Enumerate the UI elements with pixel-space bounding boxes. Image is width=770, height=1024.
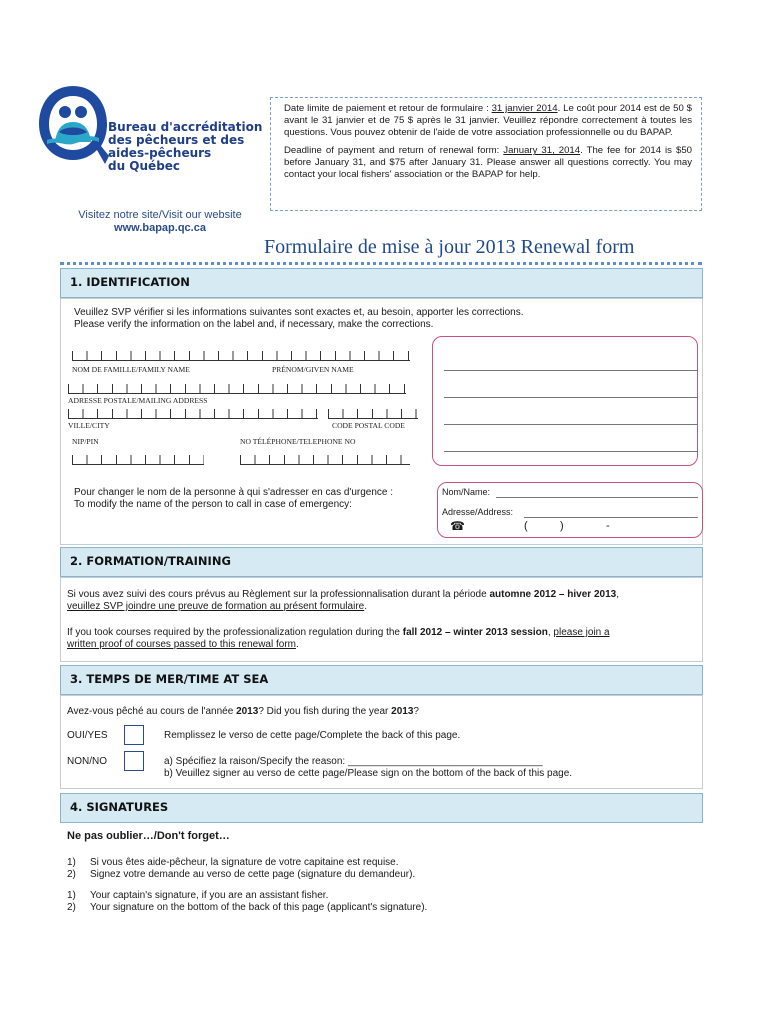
given-name-label: PRÉNOM/GIVEN NAME: [272, 365, 354, 374]
org-name-line: des pêcheurs et des: [108, 133, 245, 147]
list-text: Si vous êtes aide-pêcheur, la signature de votre capitaine est requise.: [90, 857, 399, 868]
bapap-logo: [35, 82, 111, 168]
training-fr-period: automne 2012 – hiver 2013: [489, 589, 617, 600]
correction-line[interactable]: [444, 424, 698, 425]
mailing-address-field[interactable]: [68, 384, 406, 394]
training-fr-request: veuillez SVP joindre une preuve de formation au présent formulaire: [67, 601, 365, 612]
section-training-header: 2. FORMATION/TRAINING: [60, 547, 703, 577]
sea-question-year: 2013: [391, 706, 414, 717]
emergency-en: To modify the name of the person to call in case of emergency:: [74, 499, 352, 510]
no-label: NON/NO: [67, 756, 107, 767]
signatures-fr-list: [67, 857, 415, 881]
list-item: [67, 857, 415, 869]
emergency-address-line[interactable]: [524, 517, 698, 518]
emergency-address-label: Adresse/Address:: [442, 507, 514, 517]
identification-intro-en: Please verify the information on the label and, if necessary, make the corrections.: [74, 319, 434, 330]
phone-field[interactable]: [240, 455, 410, 465]
training-fr-text: .: [364, 601, 367, 612]
form-title: Formulaire de mise à jour 2013 Renewal form: [264, 236, 635, 258]
city-field[interactable]: [68, 409, 318, 419]
no-checkbox[interactable]: [124, 751, 144, 771]
notice-en: [284, 145, 692, 180]
correction-line[interactable]: [444, 397, 698, 398]
notice-en-text: Deadline of payment and return of renewal form:: [284, 145, 504, 157]
emergency-name-label: Nom/Name:: [442, 487, 491, 497]
pin-label: NIP/PIN: [72, 437, 99, 446]
training-en-period: fall 2012 – winter 2013 session: [402, 627, 548, 638]
sea-question-year: 2013: [236, 706, 259, 717]
postal-code-label: CODE POSTAL CODE: [332, 421, 405, 430]
mailing-address-label: ADRESSE POSTALE/MAILING ADDRESS: [68, 396, 208, 405]
phone-dash: -: [606, 520, 610, 532]
notice-fr: [284, 103, 692, 138]
training-en: [67, 627, 699, 651]
no-sign-instruction: b) Veuillez signer au verso de cette page/Please sign on the bottom of the back of this page.: [164, 768, 573, 779]
pin-field[interactable]: [72, 455, 204, 465]
family-name-label: NOM DE FAMILLE/FAMILY NAME: [72, 365, 190, 374]
sea-question: [67, 706, 419, 718]
yes-checkbox[interactable]: [124, 725, 144, 745]
phone-area-close: ): [560, 520, 564, 532]
list-number: 1): [67, 857, 76, 868]
training-fr-text: ,: [616, 589, 619, 600]
phone-label: NO TÉLÉPHONE/TELEPHONE NO: [240, 437, 356, 446]
postal-code-field[interactable]: [328, 409, 418, 419]
training-en-text: ,: [547, 627, 554, 638]
training-fr-text: Si vous avez suivi des cours prévus au Règlement sur la professionnalisation durant la période: [67, 589, 490, 600]
title-divider: [60, 262, 702, 265]
website-block: [55, 209, 265, 235]
correction-line[interactable]: [444, 451, 698, 452]
org-name-line: du Québec: [108, 159, 181, 173]
org-name: [108, 121, 262, 173]
notice-en-text: . The fee for 2014 is $50 before January 31, and $75 after January 31. Please answer all questions correctly. You may contact your local fishers' association or the BAPAP for help.: [284, 145, 692, 180]
telephone-icon: ☎: [450, 519, 465, 533]
section-sea-header: 3. TEMPS DE MER/TIME AT SEA: [60, 665, 703, 695]
list-number: 1): [67, 890, 76, 901]
list-text: Your captain's signature, if you are an assistant fisher.: [90, 890, 329, 901]
list-item: [67, 902, 427, 914]
yes-label: OUI/YES: [67, 730, 108, 741]
visit-label: Visitez notre site/Visit our website: [78, 209, 242, 221]
phone-area-open: (: [524, 520, 528, 532]
list-number: 2): [67, 869, 76, 880]
list-text: Your signature on the bottom of the back of this page (applicant's signature).: [90, 902, 428, 913]
notice-fr-text: . Le coût pour 2014 est de 50 $ avant le 31 janvier et de 75 $ après le 31 janvier. Veuillez répondre correctement à toutes les questions. Vous pouvez obtenir de l'aide de votre association professionnelle ou du BAPAP.: [284, 103, 692, 138]
family-name-field[interactable]: [72, 351, 410, 361]
identification-intro-fr: Veuillez SVP vérifier si les informations suivantes sont exactes et, au besoin, apporter les corrections.: [74, 307, 524, 318]
signatures-en-list: [67, 890, 427, 914]
deadline-notice: [270, 97, 702, 211]
training-en-text: .: [296, 639, 299, 650]
org-name-line: Bureau d'accréditation: [108, 120, 263, 134]
list-item: [67, 869, 415, 881]
emergency-name-line[interactable]: [496, 497, 698, 498]
sea-question-text: Avez-vous pêché au cours de l'année: [67, 706, 237, 717]
training-en-request: please join a: [553, 627, 610, 638]
website-link[interactable]: www.bapap.qc.ca: [114, 222, 206, 234]
list-number: 2): [67, 902, 76, 913]
signatures-reminder: Ne pas oublier…/Don't forget…: [67, 830, 230, 842]
emergency-fr: Pour changer le nom de la personne à qui s'adresser en cas d'urgence :: [74, 487, 394, 498]
notice-fr-date: 31 janvier 2014: [491, 103, 558, 114]
notice-fr-text: Date limite de paiement et retour de formulaire :: [284, 103, 492, 114]
list-text: Signez votre demande au verso de cette page (signature du demandeur).: [90, 869, 416, 880]
training-en-text: If you took courses required by the professionalization regulation during the: [67, 627, 403, 638]
corrections-box[interactable]: [432, 336, 698, 466]
sea-question-text: ?: [413, 706, 419, 717]
training-fr: [67, 589, 699, 613]
no-reason: a) Spécifiez la raison/Specify the reason: ___________________________________: [164, 756, 543, 767]
section-signatures-header: 4. SIGNATURES: [60, 793, 703, 823]
list-item: [67, 890, 427, 902]
sea-question-text: ? Did you fish during the year: [258, 706, 392, 717]
yes-instruction: Remplissez le verso de cette page/Complete the back of this page.: [164, 730, 461, 741]
org-name-line: aides-pêcheurs: [108, 146, 212, 160]
section-identification-header: 1. IDENTIFICATION: [60, 268, 703, 298]
notice-en-date: January 31, 2014: [503, 145, 581, 157]
training-en-request: written proof of courses passed to this renewal form: [67, 639, 296, 650]
city-label: VILLE/CITY: [68, 421, 110, 430]
correction-line[interactable]: [444, 370, 698, 371]
